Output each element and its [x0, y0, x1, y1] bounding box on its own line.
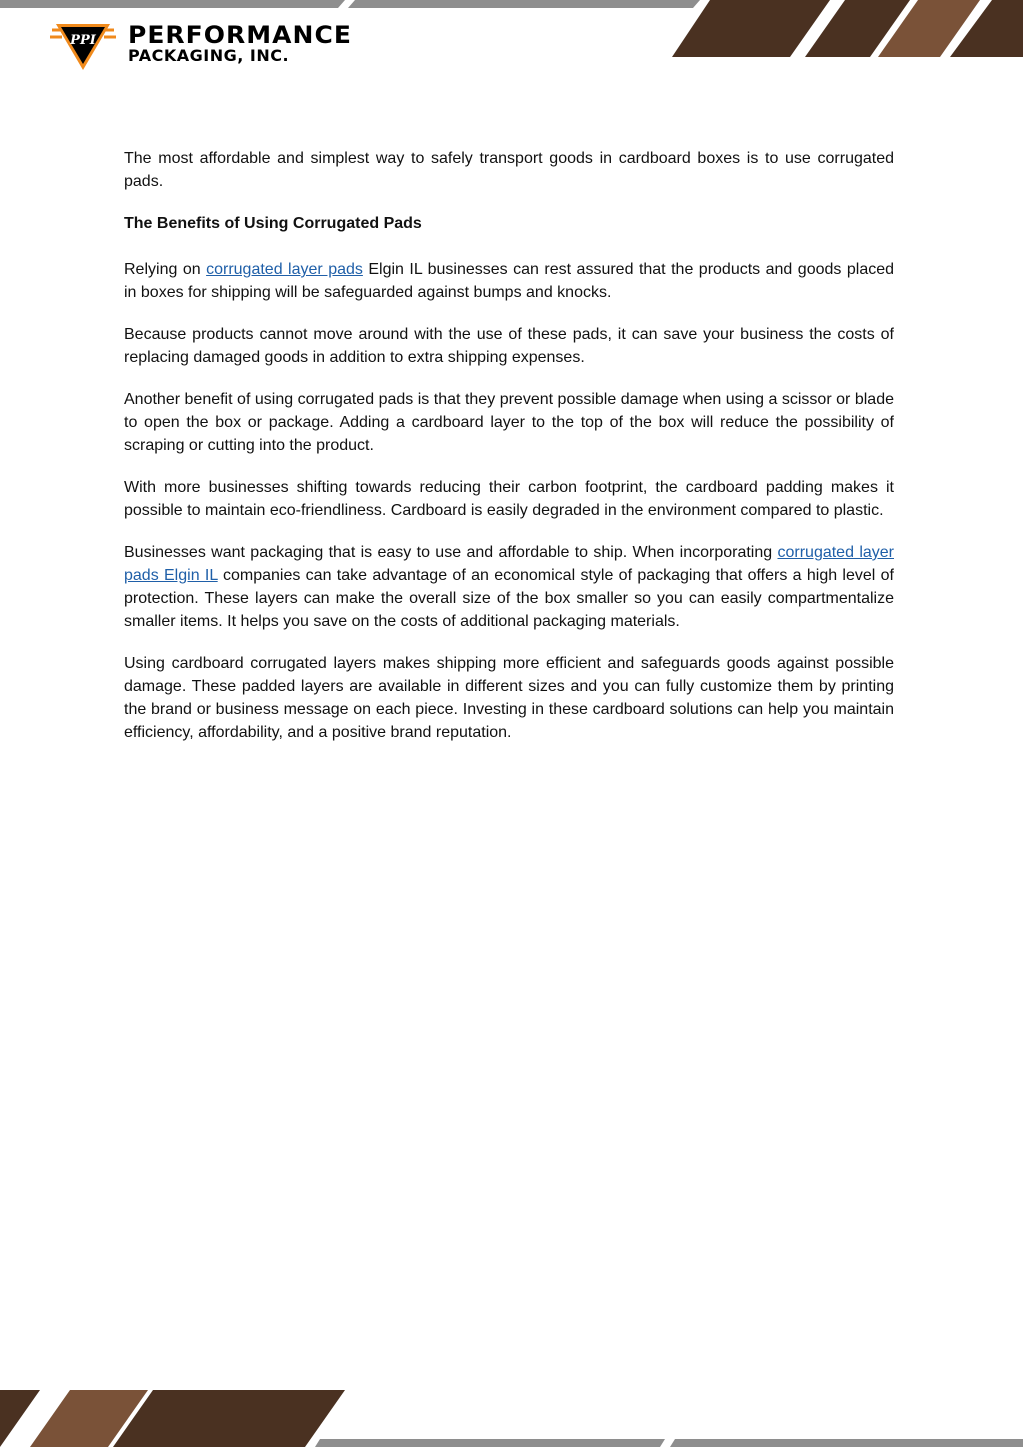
- paragraph-text: companies can take advantage of an economical style of packaging that offers a high level of protection. These layers can make the overall size of the box smaller so you can easily compartmentalize smaller items. It helps you save on the costs of additional packaging materials.: [124, 567, 895, 630]
- logo-mark-text: PPI: [70, 33, 96, 48]
- paragraph-relying: [124, 258, 894, 304]
- paragraph-eco-friendly: With more businesses shifting towards reducing their carbon footprint, the cardboard padding makes it possible to maintain eco-friendliness. Cardboard is easily degraded in the environment compared to plastic.: [124, 479, 894, 519]
- paragraph-another-benefit: Another benefit of using corrugated pads is that they prevent possible damage when using a scissor or blade to open the box or package. Adding a cardboard layer to the top of the box will reduce the possibility of scraping or cutting into the product.: [124, 391, 894, 454]
- paragraph-using-cardboard: Using cardboard corrugated layers makes shipping more efficient and safeguards goods against possible damage. These padded layers are available in different sizes and you can fully customize them by printing the brand or business message on each piece. Investing in these cardboard solutions can help you maintain efficiency, affordability, and a positive brand reputation.: [124, 655, 894, 741]
- paragraph-because: Because products cannot move around with the use of these pads, it can save your business the costs of replacing damaged goods in addition to extra shipping expenses.: [124, 326, 894, 366]
- paragraph-businesses: [124, 541, 894, 633]
- paragraph-text: Businesses want packaging that is easy to use and affordable to ship. When incorporating: [124, 544, 778, 561]
- logo-name-line1: PERFORMANCE: [128, 21, 352, 49]
- logo-name-line2: PACKAGING, INC.: [128, 46, 290, 65]
- paragraph-text: Elgin IL businesses can rest assured that the products and goods placed in boxes for shipping will be safeguarded against bumps and knocks.: [124, 261, 895, 301]
- article-body: [124, 147, 894, 763]
- corrugated-layer-pads-elgin-link[interactable]: corrugated layer pads Elgin IL: [124, 544, 894, 584]
- corrugated-layer-pads-link[interactable]: corrugated layer pads: [206, 261, 363, 278]
- company-logo: [50, 20, 370, 72]
- intro-paragraph: The most affordable and simplest way to safely transport goods in cardboard boxes is to use corrugated pads.: [124, 150, 894, 190]
- paragraph-text: Relying on: [124, 261, 207, 278]
- ppi-shield-icon: [50, 20, 116, 72]
- bottom-decorative-banner: [0, 1387, 1023, 1447]
- section-heading: The Benefits of Using Corrugated Pads: [124, 215, 422, 232]
